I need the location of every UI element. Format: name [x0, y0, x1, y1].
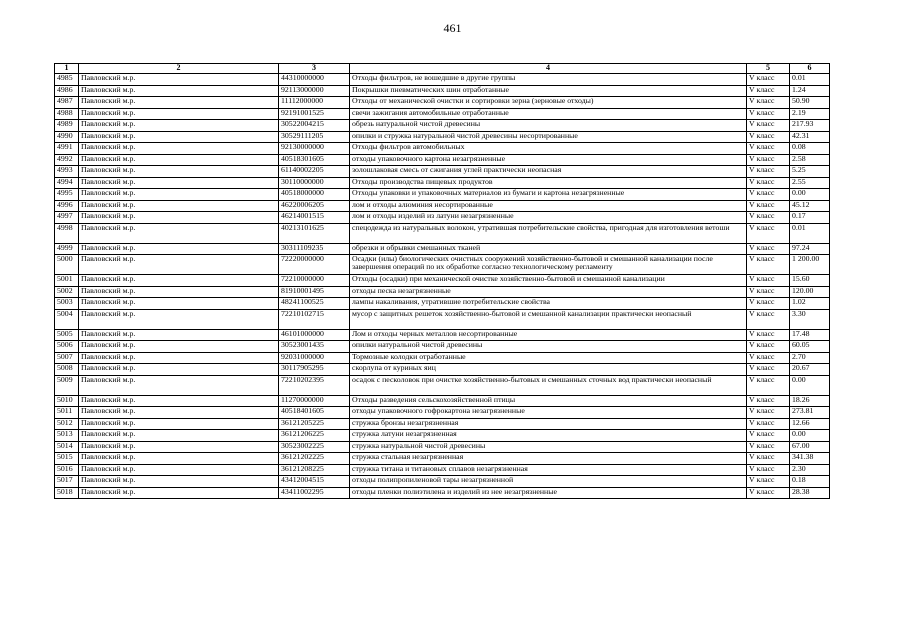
hazard-class-cell: V класс — [747, 352, 790, 364]
waste-name-cell: скорлупа от куриных яиц — [350, 364, 747, 376]
hazard-class-cell: V класс — [747, 74, 790, 86]
hazard-class-cell: V класс — [747, 407, 790, 419]
table-row — [55, 85, 830, 97]
district-cell: Павловский м.р. — [79, 298, 279, 310]
row-number-cell: 5013 — [55, 430, 79, 442]
district-cell: Павловский м.р. — [79, 143, 279, 155]
district-cell: Павловский м.р. — [79, 329, 279, 341]
amount-cell: 28.38 — [790, 487, 830, 499]
amount-cell: 2.58 — [790, 154, 830, 166]
waste-code-cell: 30117905295 — [279, 364, 350, 376]
waste-code-cell: 30110000000 — [279, 177, 350, 189]
waste-code-cell: 43412004515 — [279, 476, 350, 488]
table-row — [55, 341, 830, 353]
hazard-class-cell: V класс — [747, 275, 790, 287]
header-row — [55, 64, 830, 74]
waste-code-cell: 46101000000 — [279, 329, 350, 341]
waste-name-cell: лом и отходы изделий из латуни незагрязненные — [350, 212, 747, 224]
hazard-class-cell: V класс — [747, 430, 790, 442]
waste-code-cell: 48241100525 — [279, 298, 350, 310]
waste-name-cell: Отходы фильтров автомобильных — [350, 143, 747, 155]
district-cell: Павловский м.р. — [79, 275, 279, 287]
waste-code-cell: 72210102715 — [279, 309, 350, 329]
amount-cell: 2.30 — [790, 464, 830, 476]
table-row — [55, 286, 830, 298]
row-number-cell: 5007 — [55, 352, 79, 364]
waste-code-cell: 81910001495 — [279, 286, 350, 298]
waste-code-cell: 46220006205 — [279, 200, 350, 212]
amount-cell: 2.55 — [790, 177, 830, 189]
row-number-cell: 5011 — [55, 407, 79, 419]
waste-code-cell: 36121202225 — [279, 453, 350, 465]
row-number-cell: 5017 — [55, 476, 79, 488]
amount-cell: 17.48 — [790, 329, 830, 341]
district-cell: Павловский м.р. — [79, 255, 279, 275]
waste-code-cell: 40213101625 — [279, 223, 350, 243]
row-number-cell: 4994 — [55, 177, 79, 189]
table-row — [55, 407, 830, 419]
waste-name-cell: Тормозные колодки отработанные — [350, 352, 747, 364]
district-cell: Павловский м.р. — [79, 85, 279, 97]
row-number-cell: 5002 — [55, 286, 79, 298]
table-row — [55, 476, 830, 488]
waste-code-cell: 72210202395 — [279, 375, 350, 395]
header-cell: 3 — [279, 64, 350, 74]
district-cell: Павловский м.р. — [79, 74, 279, 86]
waste-table — [54, 63, 830, 499]
row-number-cell: 5012 — [55, 418, 79, 430]
waste-name-cell: отходы пленки полиэтилена и изделий из нее незагрязненные — [350, 487, 747, 499]
district-cell: Павловский м.р. — [79, 212, 279, 224]
amount-cell: 0.08 — [790, 143, 830, 155]
table-row — [55, 275, 830, 287]
hazard-class-cell: V класс — [747, 189, 790, 201]
table-row — [55, 74, 830, 86]
hazard-class-cell: V класс — [747, 154, 790, 166]
hazard-class-cell: V класс — [747, 143, 790, 155]
waste-name-cell: отходы упаковочного гофрокартона незагрязненные — [350, 407, 747, 419]
table-row — [55, 131, 830, 143]
district-cell: Павловский м.р. — [79, 487, 279, 499]
waste-name-cell: Осадки (илы) биологических очистных сооружений хозяйственно-бытовой и смешанной канализации после завершения операций по их обработке согласно технологическому регламенту — [350, 255, 747, 275]
row-number-cell: 4998 — [55, 223, 79, 243]
district-cell: Павловский м.р. — [79, 352, 279, 364]
amount-cell: 0.18 — [790, 476, 830, 488]
amount-cell: 5.25 — [790, 166, 830, 178]
hazard-class-cell: V класс — [747, 298, 790, 310]
hazard-class-cell: V класс — [747, 453, 790, 465]
amount-cell: 42.31 — [790, 131, 830, 143]
waste-code-cell: 30523002225 — [279, 441, 350, 453]
amount-cell: 273.81 — [790, 407, 830, 419]
waste-name-cell: опилки и стружка натуральной чистой древесины несортированные — [350, 131, 747, 143]
amount-cell: 217.93 — [790, 120, 830, 132]
hazard-class-cell: V класс — [747, 487, 790, 499]
header-cell: 4 — [350, 64, 747, 74]
table-row — [55, 395, 830, 407]
hazard-class-cell: V класс — [747, 476, 790, 488]
row-number-cell: 4986 — [55, 85, 79, 97]
district-cell: Павловский м.р. — [79, 453, 279, 465]
waste-code-cell: 30523001435 — [279, 341, 350, 353]
row-number-cell: 5005 — [55, 329, 79, 341]
hazard-class-cell: V класс — [747, 441, 790, 453]
table-row — [55, 97, 830, 109]
waste-code-cell: 92031000000 — [279, 352, 350, 364]
district-cell: Павловский м.р. — [79, 309, 279, 329]
amount-cell: 0.00 — [790, 189, 830, 201]
table-row — [55, 212, 830, 224]
district-cell: Павловский м.р. — [79, 476, 279, 488]
hazard-class-cell: V класс — [747, 375, 790, 395]
waste-name-cell: осадок с песколовок при очистке хозяйственно-бытовых и смешанных сточных вод практически неопасный — [350, 375, 747, 395]
waste-name-cell: стружка титана и титановых сплавов незагрязненная — [350, 464, 747, 476]
waste-name-cell: Покрышки пневматических шин отработанные — [350, 85, 747, 97]
row-number-cell: 5018 — [55, 487, 79, 499]
district-cell: Павловский м.р. — [79, 341, 279, 353]
table-row — [55, 177, 830, 189]
district-cell: Павловский м.р. — [79, 189, 279, 201]
row-number-cell: 5015 — [55, 453, 79, 465]
amount-cell: 20.67 — [790, 364, 830, 376]
hazard-class-cell: V класс — [747, 464, 790, 476]
row-number-cell: 4987 — [55, 97, 79, 109]
table-row — [55, 430, 830, 442]
hazard-class-cell: V класс — [747, 120, 790, 132]
district-cell: Павловский м.р. — [79, 364, 279, 376]
header-cell: 5 — [747, 64, 790, 74]
waste-name-cell: обрезь натуральной чистой древесины — [350, 120, 747, 132]
hazard-class-cell: V класс — [747, 309, 790, 329]
header-cell: 6 — [790, 64, 830, 74]
district-cell: Павловский м.р. — [79, 131, 279, 143]
table-row — [55, 464, 830, 476]
waste-name-cell: опилки натуральной чистой древесины — [350, 341, 747, 353]
table-body — [55, 74, 830, 499]
waste-code-cell: 36121208225 — [279, 464, 350, 476]
waste-code-cell: 72210000000 — [279, 275, 350, 287]
waste-name-cell: стружка латуни незагрязненная — [350, 430, 747, 442]
row-number-cell: 4988 — [55, 108, 79, 120]
district-cell: Павловский м.р. — [79, 286, 279, 298]
waste-code-cell: 30311109235 — [279, 243, 350, 255]
table-row — [55, 309, 830, 329]
table-row — [55, 375, 830, 395]
amount-cell: 67.00 — [790, 441, 830, 453]
amount-cell: 2.19 — [790, 108, 830, 120]
district-cell: Павловский м.р. — [79, 375, 279, 395]
amount-cell: 97.24 — [790, 243, 830, 255]
table-row — [55, 329, 830, 341]
amount-cell: 0.00 — [790, 375, 830, 395]
row-number-cell: 5000 — [55, 255, 79, 275]
waste-code-cell: 40518401605 — [279, 407, 350, 419]
amount-cell: 1 200.00 — [790, 255, 830, 275]
table-row — [55, 108, 830, 120]
table-row — [55, 166, 830, 178]
row-number-cell: 4995 — [55, 189, 79, 201]
table-row — [55, 223, 830, 243]
district-cell: Павловский м.р. — [79, 154, 279, 166]
row-number-cell: 5014 — [55, 441, 79, 453]
amount-cell: 0.00 — [790, 430, 830, 442]
table-row — [55, 441, 830, 453]
waste-name-cell: стружка бронзы незагрязненная — [350, 418, 747, 430]
row-number-cell: 4996 — [55, 200, 79, 212]
table-row — [55, 453, 830, 465]
waste-name-cell: мусор с защитных решеток хозяйственно-бытовой и смешанной канализации практически неопасный — [350, 309, 747, 329]
table-row — [55, 364, 830, 376]
district-cell: Павловский м.р. — [79, 407, 279, 419]
waste-name-cell: Отходы упаковки и упаковочных материалов из бумаги и картона незагрязненные — [350, 189, 747, 201]
waste-name-cell: отходы упаковочного картона незагрязненные — [350, 154, 747, 166]
hazard-class-cell: V класс — [747, 395, 790, 407]
waste-name-cell: Отходы разведения сельскохозяйственной птицы — [350, 395, 747, 407]
waste-code-cell: 11112000000 — [279, 97, 350, 109]
waste-name-cell: спецодежда из натуральных волокон, утратившая потребительские свойства, пригодная для изготовления ветоши — [350, 223, 747, 243]
hazard-class-cell: V класс — [747, 364, 790, 376]
amount-cell: 45.12 — [790, 200, 830, 212]
amount-cell: 120.00 — [790, 286, 830, 298]
district-cell: Павловский м.р. — [79, 464, 279, 476]
waste-code-cell: 92130000000 — [279, 143, 350, 155]
row-number-cell: 5003 — [55, 298, 79, 310]
district-cell: Павловский м.р. — [79, 441, 279, 453]
hazard-class-cell: V класс — [747, 243, 790, 255]
table-row — [55, 143, 830, 155]
row-number-cell: 4997 — [55, 212, 79, 224]
row-number-cell: 5001 — [55, 275, 79, 287]
table-row — [55, 120, 830, 132]
waste-code-cell: 11270000000 — [279, 395, 350, 407]
waste-code-cell: 44310000000 — [279, 74, 350, 86]
table-row — [55, 418, 830, 430]
waste-code-cell: 46214001515 — [279, 212, 350, 224]
hazard-class-cell: V класс — [747, 255, 790, 275]
amount-cell: 15.60 — [790, 275, 830, 287]
table-row — [55, 154, 830, 166]
waste-code-cell: 36121205225 — [279, 418, 350, 430]
district-cell: Павловский м.р. — [79, 418, 279, 430]
row-number-cell: 4990 — [55, 131, 79, 143]
row-number-cell: 4992 — [55, 154, 79, 166]
district-cell: Павловский м.р. — [79, 223, 279, 243]
amount-cell: 3.30 — [790, 309, 830, 329]
hazard-class-cell: V класс — [747, 212, 790, 224]
hazard-class-cell: V класс — [747, 223, 790, 243]
waste-name-cell: золошлаковая смесь от сжигания углей практически неопасная — [350, 166, 747, 178]
row-number-cell: 5006 — [55, 341, 79, 353]
amount-cell: 1.24 — [790, 85, 830, 97]
district-cell: Павловский м.р. — [79, 120, 279, 132]
table-row — [55, 487, 830, 499]
row-number-cell: 5008 — [55, 364, 79, 376]
amount-cell: 12.66 — [790, 418, 830, 430]
row-number-cell: 4985 — [55, 74, 79, 86]
hazard-class-cell: V класс — [747, 108, 790, 120]
row-number-cell: 5010 — [55, 395, 79, 407]
hazard-class-cell: V класс — [747, 85, 790, 97]
table-row — [55, 298, 830, 310]
waste-code-cell: 40518301605 — [279, 154, 350, 166]
district-cell: Павловский м.р. — [79, 166, 279, 178]
amount-cell: 0.01 — [790, 223, 830, 243]
amount-cell: 60.05 — [790, 341, 830, 353]
waste-name-cell: Лом и отходы черных металлов несортированные — [350, 329, 747, 341]
hazard-class-cell: V класс — [747, 200, 790, 212]
waste-name-cell: обрезки и обрывки смешанных тканей — [350, 243, 747, 255]
waste-code-cell: 92191001525 — [279, 108, 350, 120]
amount-cell: 1.02 — [790, 298, 830, 310]
table-row — [55, 243, 830, 255]
row-number-cell: 4991 — [55, 143, 79, 155]
district-cell: Павловский м.р. — [79, 200, 279, 212]
waste-name-cell: лампы накаливания, утратившие потребительские свойства — [350, 298, 747, 310]
waste-name-cell: стружка стальная незагрязненная — [350, 453, 747, 465]
amount-cell: 18.26 — [790, 395, 830, 407]
waste-name-cell: Отходы от механической очистки и сортировки зерна (зерновые отходы) — [350, 97, 747, 109]
waste-name-cell: Отходы (осадки) при механической очистке хозяйственно-бытовой и смешанной канализации — [350, 275, 747, 287]
waste-code-cell: 30529111205 — [279, 131, 350, 143]
hazard-class-cell: V класс — [747, 177, 790, 189]
table-row — [55, 352, 830, 364]
hazard-class-cell: V класс — [747, 166, 790, 178]
row-number-cell: 5009 — [55, 375, 79, 395]
waste-code-cell: 72220000000 — [279, 255, 350, 275]
waste-code-cell: 40518000000 — [279, 189, 350, 201]
hazard-class-cell: V класс — [747, 97, 790, 109]
district-cell: Павловский м.р. — [79, 108, 279, 120]
header-cell: 2 — [79, 64, 279, 74]
amount-cell: 0.17 — [790, 212, 830, 224]
row-number-cell: 5016 — [55, 464, 79, 476]
waste-name-cell: отходы песка незагрязненные — [350, 286, 747, 298]
district-cell: Павловский м.р. — [79, 395, 279, 407]
amount-cell: 50.90 — [790, 97, 830, 109]
hazard-class-cell: V класс — [747, 286, 790, 298]
table-row — [55, 189, 830, 201]
waste-code-cell: 36121206225 — [279, 430, 350, 442]
amount-cell: 2.70 — [790, 352, 830, 364]
row-number-cell: 5004 — [55, 309, 79, 329]
waste-name-cell: свечи зажигания автомобильные отработанные — [350, 108, 747, 120]
waste-code-cell: 30522004215 — [279, 120, 350, 132]
waste-name-cell: Отходы фильтров, не вошедшие в другие группы — [350, 74, 747, 86]
page-number: 461 — [443, 21, 462, 35]
amount-cell: 341.38 — [790, 453, 830, 465]
waste-code-cell: 43411002295 — [279, 487, 350, 499]
hazard-class-cell: V класс — [747, 341, 790, 353]
waste-name-cell: лом и отходы алюминия несортированные — [350, 200, 747, 212]
table-row — [55, 255, 830, 275]
row-number-cell: 4989 — [55, 120, 79, 132]
header-cell: 1 — [55, 64, 79, 74]
table-row — [55, 200, 830, 212]
waste-name-cell: стружка натуральной чистой древесины — [350, 441, 747, 453]
district-cell: Павловский м.р. — [79, 177, 279, 189]
waste-name-cell: отходы полипропиленовой тары незагрязненной — [350, 476, 747, 488]
district-cell: Павловский м.р. — [79, 97, 279, 109]
waste-code-cell: 61140002205 — [279, 166, 350, 178]
amount-cell: 0.01 — [790, 74, 830, 86]
waste-name-cell: Отходы производства пищевых продуктов — [350, 177, 747, 189]
row-number-cell: 4999 — [55, 243, 79, 255]
hazard-class-cell: V класс — [747, 329, 790, 341]
hazard-class-cell: V класс — [747, 418, 790, 430]
waste-code-cell: 92113000000 — [279, 85, 350, 97]
row-number-cell: 4993 — [55, 166, 79, 178]
district-cell: Павловский м.р. — [79, 243, 279, 255]
district-cell: Павловский м.р. — [79, 430, 279, 442]
hazard-class-cell: V класс — [747, 131, 790, 143]
